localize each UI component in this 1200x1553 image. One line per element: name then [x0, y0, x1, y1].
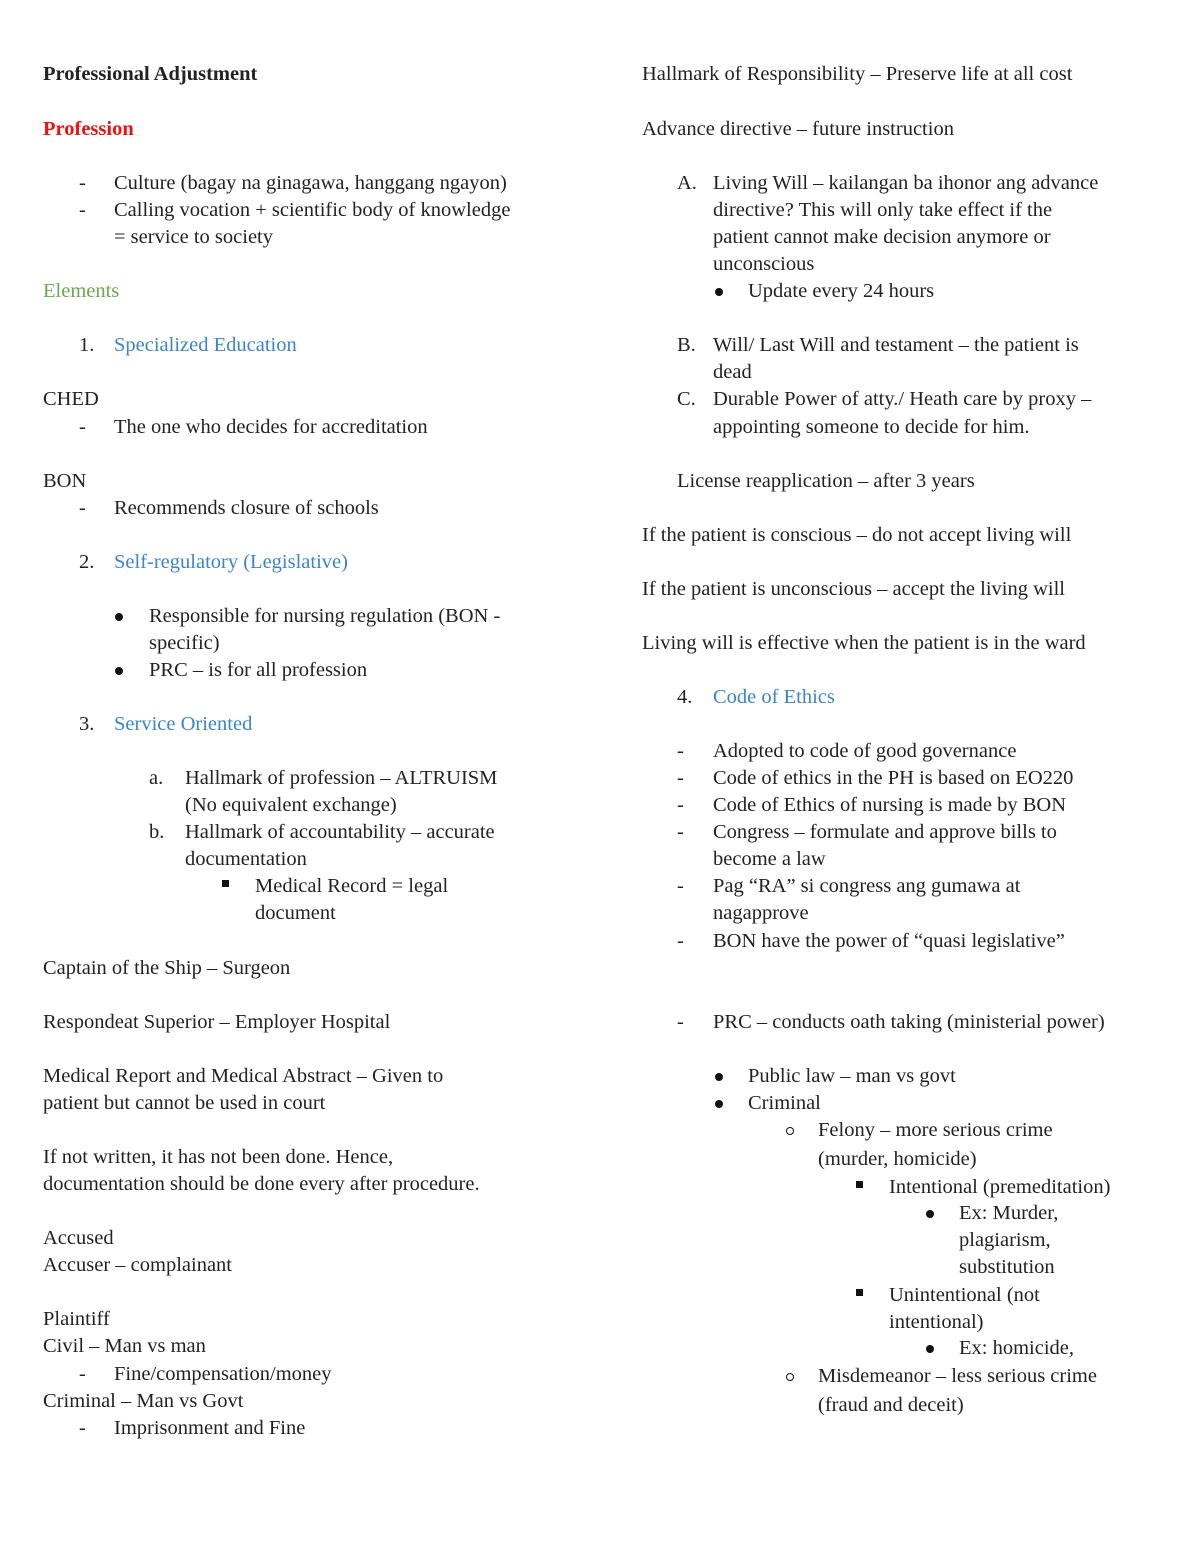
bullet-square [856, 1181, 863, 1188]
list-item: patient cannot make decision anymore or [713, 226, 1051, 248]
list-item: Recommends closure of schools [114, 497, 379, 519]
list-item: Fine/compensation/money [114, 1363, 332, 1385]
list-item: Congress – formulate and approve bills to [713, 821, 1057, 843]
paragraph: Civil – Man vs man [43, 1335, 206, 1357]
list-item: Ex: Murder, [959, 1202, 1059, 1224]
ched-label: CHED [43, 388, 99, 410]
list-item: appointing someone to decide for him. [713, 416, 1030, 438]
list-item: (murder, homicide) [818, 1148, 977, 1170]
list-item: = service to society [114, 226, 273, 248]
dash-bullet [677, 873, 684, 900]
bullet-square [222, 880, 229, 887]
list-item: Pag “RA” si congress ang gumawa at [713, 875, 1021, 897]
list-item: Intentional (premeditation) [889, 1176, 1111, 1198]
dash-bullet [677, 792, 684, 819]
list-item: Hallmark of profession – ALTRUISM [185, 767, 498, 789]
list-item: Code of Ethics of nursing is made by BON [713, 794, 1067, 816]
list-number: 3. [79, 713, 95, 735]
list-item: (fraud and deceit) [818, 1394, 964, 1416]
list-number: 2. [79, 551, 95, 573]
list-item: Update every 24 hours [748, 280, 935, 302]
list-item: Culture (bagay na ginagawa, hanggang ngayon) [114, 172, 507, 194]
paragraph: Medical Report and Medical Abstract – Given to [43, 1065, 444, 1087]
list-item: Medical Record = legal [255, 875, 449, 897]
bullet-dot [115, 613, 123, 621]
list-item: plagiarism, [959, 1229, 1051, 1251]
bullet-square [856, 1289, 863, 1296]
list-item: become a law [713, 848, 826, 870]
paragraph: Advance directive – future instruction [642, 118, 954, 140]
list-item: Responsible for nursing regulation (BON - [149, 605, 501, 627]
paragraph: Accused [43, 1227, 114, 1249]
bullet-ring [786, 1373, 794, 1381]
paragraph: Plaintiff [43, 1308, 110, 1330]
list-item: Unintentional (not [889, 1284, 1040, 1306]
list-letter: C. [677, 388, 696, 410]
list-item: Living Will – kailangan ba ihonor ang advance [713, 172, 1099, 194]
dash-bullet [79, 1415, 86, 1442]
document-title: Professional Adjustment [43, 63, 258, 85]
list-item: documentation [185, 848, 307, 870]
list-item: Code of ethics in the PH is based on EO220 [713, 767, 1074, 789]
paragraph: patient but cannot be used in court [43, 1092, 326, 1114]
dash-bullet [79, 1361, 86, 1388]
list-item: substitution [959, 1256, 1055, 1278]
profession-heading: Profession [43, 118, 134, 140]
bullet-dot [926, 1345, 934, 1353]
element-heading: Service Oriented [114, 713, 253, 735]
list-item: Misdemeanor – less serious crime [818, 1365, 1097, 1387]
paragraph: If not written, it has not been done. Hence, [43, 1146, 394, 1168]
list-item: Ex: homicide, [959, 1337, 1075, 1359]
bon-label: BON [43, 470, 87, 492]
dash-bullet [677, 765, 684, 792]
bullet-dot [715, 1100, 723, 1108]
paragraph: Captain of the Ship – Surgeon [43, 957, 291, 979]
bullet-dot [715, 288, 723, 296]
paragraph: Respondeat Superior – Employer Hospital [43, 1011, 391, 1033]
list-item: Will/ Last Will and testament – the patient is [713, 334, 1079, 356]
list-item: The one who decides for accreditation [114, 416, 428, 438]
dash-bullet [79, 197, 86, 224]
list-item: document [255, 902, 336, 924]
list-item: directive? This will only take effect if the [713, 199, 1053, 221]
paragraph: Accuser – complainant [43, 1254, 232, 1276]
paragraph: documentation should be done every after procedure. [43, 1173, 480, 1195]
list-item: nagapprove [713, 902, 809, 924]
list-item: Adopted to code of good governance [713, 740, 1017, 762]
paragraph: Living will is effective when the patient is in the ward [642, 632, 1086, 654]
dash-bullet [79, 414, 86, 441]
bullet-dot [926, 1210, 934, 1218]
elements-heading: Elements [43, 280, 120, 302]
list-item: Calling vocation + scientific body of knowledge [114, 199, 511, 221]
list-letter: b. [149, 821, 165, 843]
bullet-ring [786, 1127, 794, 1135]
list-item: PRC – is for all profession [149, 659, 368, 681]
dash-bullet [79, 170, 86, 197]
paragraph: Criminal – Man vs Govt [43, 1390, 244, 1412]
paragraph: License reapplication – after 3 years [677, 470, 975, 492]
list-number: 1. [79, 334, 95, 356]
dash-bullet [677, 928, 684, 955]
element-heading: Code of Ethics [713, 686, 835, 708]
element-heading: Self-regulatory (Legislative) [114, 551, 348, 573]
list-number: 4. [677, 686, 693, 708]
list-item: Hallmark of accountability – accurate [185, 821, 495, 843]
paragraph: If the patient is unconscious – accept the living will [642, 578, 1065, 600]
list-item: Durable Power of atty./ Heath care by proxy – [713, 388, 1092, 410]
list-item: Imprisonment and Fine [114, 1417, 306, 1439]
bullet-dot [115, 667, 123, 675]
list-item: Criminal [748, 1092, 821, 1114]
list-item: unconscious [713, 253, 815, 275]
paragraph: Hallmark of Responsibility – Preserve life at all cost [642, 63, 1073, 85]
list-item: PRC – conducts oath taking (ministerial power) [713, 1011, 1105, 1033]
list-item: intentional) [889, 1311, 984, 1333]
dash-bullet [677, 1009, 684, 1036]
list-item: (No equivalent exchange) [185, 794, 397, 816]
list-item: specific) [149, 632, 220, 654]
list-letter: B. [677, 334, 696, 356]
dash-bullet [677, 819, 684, 846]
list-item: BON have the power of “quasi legislative” [713, 930, 1065, 952]
list-item: Felony – more serious crime [818, 1119, 1053, 1141]
bullet-dot [715, 1073, 723, 1081]
paragraph: If the patient is conscious – do not accept living will [642, 524, 1072, 546]
list-letter: A. [677, 172, 697, 194]
dash-bullet [79, 495, 86, 522]
dash-bullet [677, 738, 684, 765]
element-heading: Specialized Education [114, 334, 297, 356]
list-item: Public law – man vs govt [748, 1065, 956, 1087]
list-item: dead [713, 361, 752, 383]
list-letter: a. [149, 767, 164, 789]
